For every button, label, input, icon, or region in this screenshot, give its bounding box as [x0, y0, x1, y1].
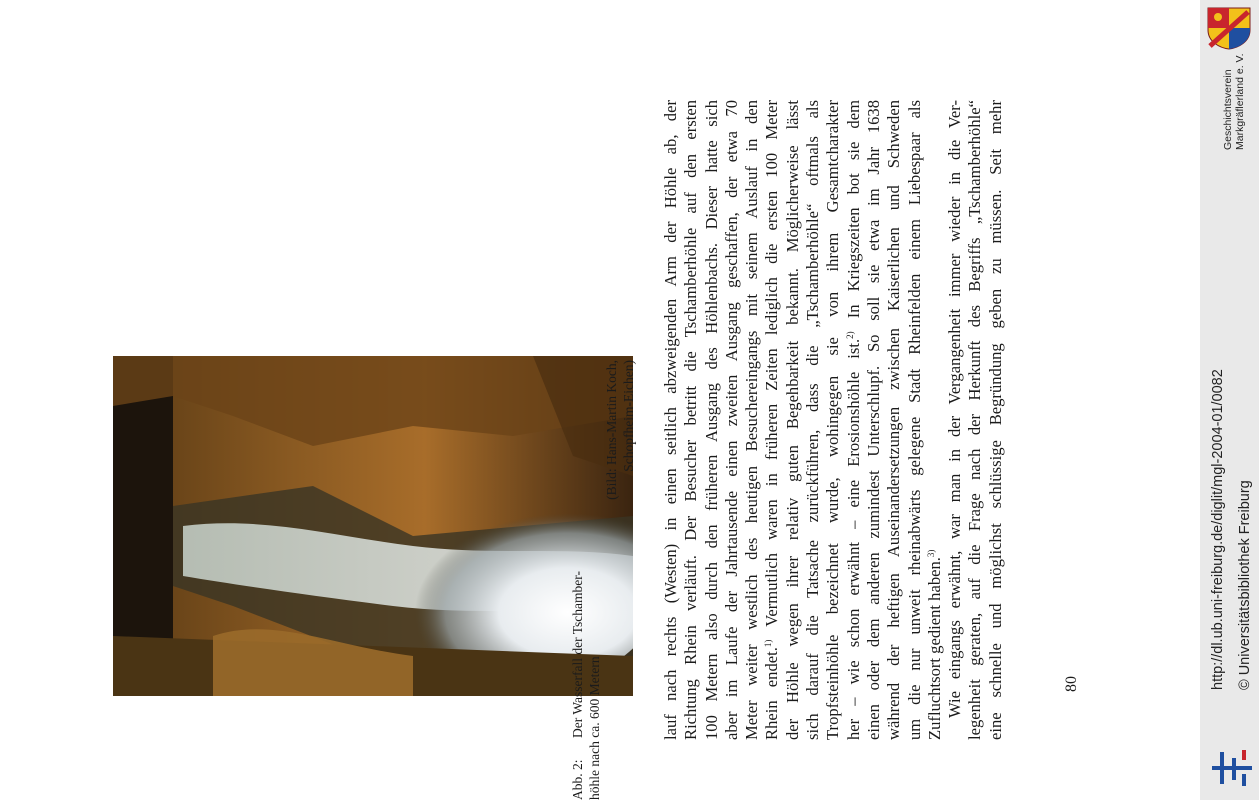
body-line: lauf nach rechts (Westen) in einen seitlich abzweigenden Arm der Höhle ab, der [661, 100, 680, 740]
body-line-text: her – wie schon erwähnt – eine Erosionshöhle ist. [843, 338, 863, 740]
footnote-marker: 1) [763, 639, 774, 648]
body-line-tail: Vermutlich waren in früheren Zeiten lediglich die ersten 100 Meter [762, 100, 782, 640]
body-text [661, 100, 1006, 740]
figure-caption [569, 200, 637, 800]
body-line-tail: In Kriegszeiten bot sie dem [843, 100, 863, 332]
society-crest-icon [1206, 6, 1252, 50]
body-line: Tropfsteinhöhle bezeichnet wurde, wohingegen sie von ihrem Gesamtcharakter [823, 100, 843, 740]
body-line: Wie eingangs erwähnt, war man in der Vergangenheit immer wieder in die Ver- [945, 100, 965, 718]
body-line-text: Zufluchtsort gedient haben. [924, 557, 944, 740]
body-line: während der heftigen Auseinandersetzungen zwischen Kaiserlichen und Schweden [884, 100, 904, 740]
footnote-marker: 3) [925, 549, 936, 558]
body-line: sich darauf die Tatsache zurückführen, dass die „Tschamberhöhle“ oftmals als [803, 100, 823, 740]
body-line: legenheit geraten, auf die Frage nach der Herkunft des Begriffs „Tschamberhöhle“ [965, 100, 985, 740]
body-line-with-footnote [762, 100, 782, 740]
society-line-1: Geschichtsverein [1222, 69, 1234, 150]
body-line: um die nur unweit rheinabwärts gelegene Stadt Rheinfelden einem Liebespaar als [904, 100, 924, 740]
body-line: einen oder dem anderen zumindest Unterschlupf. So soll sie etwa im Jahr 1638 [863, 100, 883, 740]
society-line-2: Markgräflerland e. V. [1234, 53, 1246, 150]
body-line: Meter weiter westlich des heutigen Besuchereingangs mit seinem Auslauf in den [742, 100, 762, 740]
society-name [1222, 54, 1246, 151]
caption-line-3: (Bild: Hans-Martin Koch, [604, 360, 619, 500]
body-line-text: Rhein endet. [762, 647, 782, 740]
caption-line-2: höhle nach ca. 600 Metern [587, 656, 602, 800]
caption-label: Abb. 2: [570, 759, 585, 800]
copyright-notice: © Universitätsbibliothek Freiburg [1237, 480, 1253, 690]
body-line: Richtung Rhein verläuft. Der Besucher betritt die Tschamberhöhle auf den ersten [681, 100, 701, 740]
body-line: aber im Laufe der Jahrtausende einen zweiten Ausgang geschaffen, der etwa 70 [721, 100, 741, 740]
caption-line-1: Der Wasserfall der Tschamber- [570, 570, 585, 738]
page-number: 80 [1063, 676, 1080, 692]
source-url-link[interactable]: http://dl.ub.uni-freiburg.de/diglit/mgl-2004-01/0082 [1210, 369, 1226, 690]
footnote-marker: 2) [844, 331, 855, 339]
body-line: der Höhle wegen ihrer relativ guten Begehbarkeit bekannt. Möglicherweise lässt [782, 100, 802, 740]
body-line: 100 Metern also durch den früheren Ausgang des Höhlenbachs. Dieser hatte sich [701, 100, 721, 740]
caption-line-4: Schopfheim-Eichen) [621, 360, 636, 472]
body-line-with-footnote [844, 100, 864, 740]
body-line-with-footnote [925, 100, 945, 740]
waterfall-photo [113, 356, 633, 696]
body-line: eine schnelle und möglichst schlüssige Begründung geben zu müssen. Seit mehr [985, 100, 1005, 740]
university-library-logo-icon [1210, 748, 1254, 788]
